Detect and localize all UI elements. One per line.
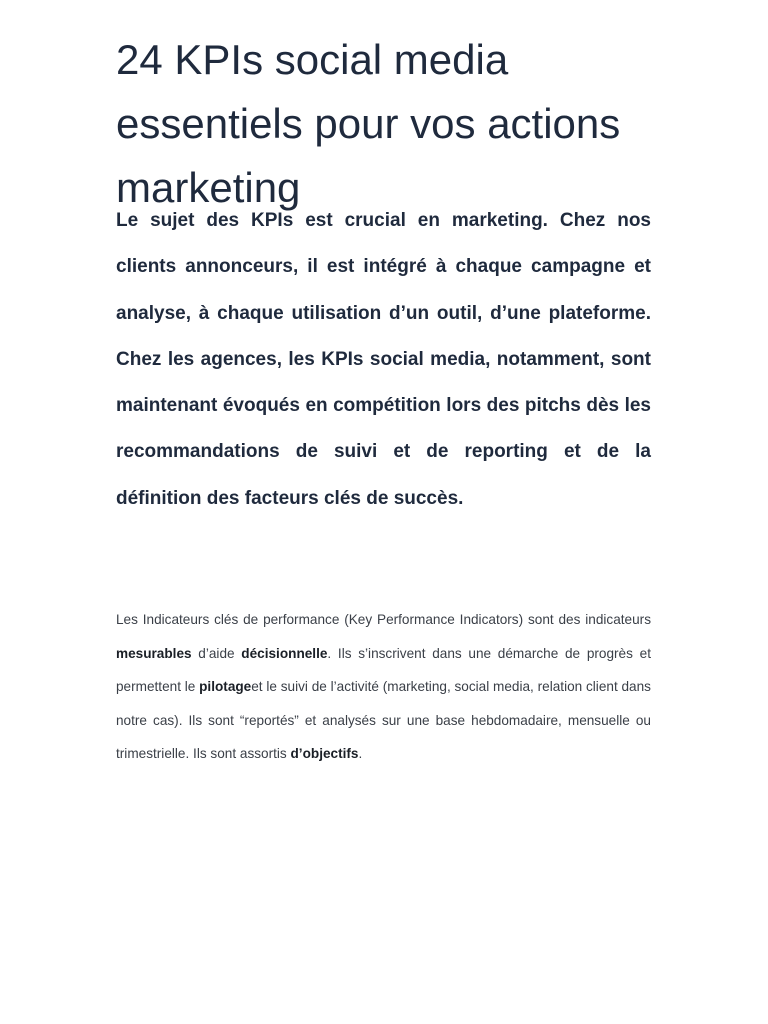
bold-term-decisionnelle: décisionnelle — [241, 645, 328, 661]
bold-term-mesurables: mesurables — [116, 645, 192, 661]
body-text-1: Les Indicateurs clés de performance (Key Performance Indicators) sont des indicateurs — [116, 612, 651, 627]
body-text-2: d’aide — [191, 645, 242, 661]
lead-paragraph: Le sujet des KPIs est crucial en marketing. Chez nos clients annonceurs, il est intégré à chaque campagne et analyse, à chaque utilisation d’un outil, d’une plateforme. Chez les agences, les KPIs social media, notamment, sont maintenant évoqués en compétition lors des pitchs dès les recommandations de suivi et de reporting et de la définition des facteurs clés de succès. — [116, 210, 651, 509]
bold-term-pilotage: pilotage — [199, 679, 252, 694]
body-text-4: et le suivi de l’activité (marketing, social media, relation client dans notre cas). Ils sont “reportés” et analysés sur une base hebdomadaire, mensuelle ou trimestrielle. Ils sont assortis — [116, 679, 651, 761]
body-text-5: . — [358, 746, 363, 761]
body-paragraph — [116, 603, 651, 771]
article-title: 24 KPIs social media essentiels pour vos actions marketing — [116, 36, 621, 211]
body-text-3: . Ils s’inscrivent dans une démarche de progrès et permettent le — [116, 645, 651, 694]
bold-term-objectifs: d’objectifs — [290, 746, 359, 761]
